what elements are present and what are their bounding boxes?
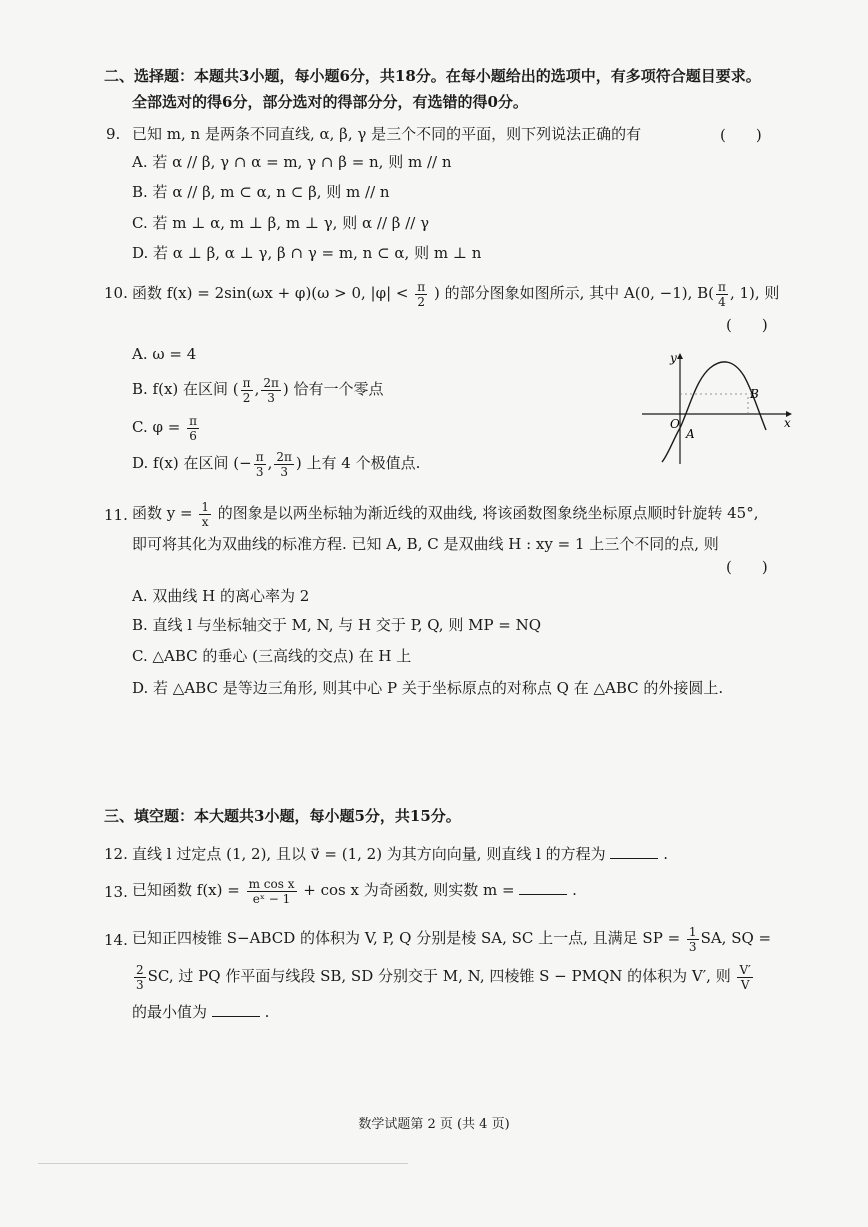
q10-option-a: A. ω = 4 [132,345,197,363]
q14-frac-2-3: $\frac{2}{3}$ [136,962,144,992]
q9-number: 9. [106,125,121,143]
q14-frac-vprime-v: $\frac{V'}{V}$ [739,962,751,992]
q11-stem-line1 [132,496,758,530]
q11-option-d: D. 若 △ABC 是等边三角形, 则其中心 P 关于坐标原点的对称点 Q 在 △ABC 的外接圆上. [132,679,724,697]
q10-frac-b1: $\frac{\pi}{2}$ [242,375,251,405]
q12-answer-blank[interactable] [610,844,658,859]
q11-option-c: C. △ABC 的垂心 (三高线的交点) 在 H 上 [132,647,412,665]
q10-option-d: D. f(x) 在区间 (− $\frac{\pi}{3}$ , $\frac{2\pi}{3}$ ) 上有 4 个极值点. [132,449,421,479]
q14-line1-part1: 已知正四棱锥 S−ABCD 的体积为 V, P, Q 分别是棱 SA, SC 上一点, 且满足 SP = [132,929,681,947]
q10-option-b: B. f(x) 在区间 ( $\frac{\pi}{2}$ , $\frac{2\pi}{3}$ ) 恰有一个零点 [132,375,384,405]
q9-answer-paren: ( ) [720,126,762,144]
q14-frac-1-3: $\frac{1}{3}$ [688,924,697,954]
q9-option-d: D. 若 α ⊥ β, α ⊥ γ, β ∩ γ = m, n ⊂ α, 则 m ⊥ n [132,244,482,262]
q11-frac-1-x: $\frac{1}{x}$ [201,499,210,529]
q10-answer-paren: ( ) [726,316,768,334]
q10-option-d-part2: ) 上有 4 个极值点. [295,454,421,472]
q13-number: 13. [104,883,128,901]
q11-stem-line2: 即可将其化为双曲线的标准方程. 已知 A, B, C 是双曲线 H : xy = 1 上三个不同的点, 则 [132,535,719,553]
graph-label-o: O [670,417,680,431]
q11-option-a: A. 双曲线 H 的离心率为 2 [132,587,310,605]
q14-number: 14. [104,931,128,949]
q10-frac-pi-2: $\frac{\pi}{2}$ [417,279,426,309]
q14-line2 [132,958,755,994]
q10-option-c [132,410,201,444]
section3-header: 三、填空题：本大题共3小题，每小题5分，共15分。 [104,807,461,825]
q11-stem-part1: 函数 y = [132,504,193,522]
q10-option-b-part1: B. f(x) 在区间 ( [132,380,239,398]
q10-stem-part2: ) 的部分图象如图所示, 其中 A(0, −1), B( [433,284,715,302]
q10-option-d-part1: D. f(x) 在区间 (− [132,454,252,472]
graph-curve [662,362,766,462]
q10-stem [132,276,779,310]
q13-text-part1: 已知函数 f(x) = [132,881,240,899]
q10-option-c-part1: C. φ = [132,418,181,436]
scan-divider [38,1163,408,1164]
q11-option-b: B. 直线 l 与坐标轴交于 M, N, 与 H 交于 P, Q, 则 MP = NQ [132,616,542,634]
q13-text-part2: + cos x 为奇函数, 则实数 m = [303,881,515,899]
section2-header-line1: 二、选择题：本题共3小题，每小题6分，共18分。在每小题给出的选项中，有多项符合题目要求。 [104,67,761,85]
q13-frac: $\frac{\text{m cos x}}{\text{eˣ − 1}}$ [248,876,295,906]
page-footer: 数学试题第 2 页 (共 4 页) [358,1117,510,1132]
q10-stem-part1: 函数 f(x) = 2sin(ωx + φ)(ω > 0, |φ| < [132,284,409,302]
q10-frac-b2: $\frac{2\pi}{3}$ [263,375,279,405]
graph-label-a: A [686,427,695,441]
q10-frac-c: $\frac{\pi}{6}$ [189,413,197,443]
graph-label-b: B [750,387,759,401]
q10-number: 10. [104,284,128,302]
graph-label-y: y [670,351,677,365]
q9-option-c: C. 若 m ⊥ α, m ⊥ β, m ⊥ γ, 则 α // β // γ [132,214,430,232]
q14-line3: 的最小值为 . [132,1003,270,1021]
q10-frac-d2: $\frac{2\pi}{3}$ [276,449,292,479]
q14-line1-part2: SA, SQ = [700,929,772,947]
graph-label-x: x [784,416,791,430]
q10-frac-d1: $\frac{\pi}{3}$ [255,449,264,479]
q14-line2-part1: SC, 过 PQ 作平面与线段 SB, SD 分别交于 M, N, 四棱锥 S − PMQN 的体积为 V′, 则 [147,967,731,985]
q10-sine-graph [638,350,798,468]
q10-frac-pi-4: $\frac{\pi}{4}$ [718,279,726,309]
q9-option-a: A. 若 α // β, γ ∩ α = m, γ ∩ β = n, 则 m // n [132,153,452,171]
q12-number: 12. [104,845,128,863]
q13-text: 已知函数 f(x) = $\frac{\text{m cos x}}{\text{eˣ − 1}}$ + cos x 为奇函数, 则实数 m = . [132,876,577,906]
q10-option-b-part2: ) 恰有一个零点 [282,380,384,398]
q13-answer-blank[interactable] [519,880,567,895]
graph-y-arrow [677,353,683,359]
q14-answer-blank[interactable] [212,1002,260,1017]
q9-option-b: B. 若 α // β, m ⊂ α, n ⊂ β, 则 m // n [132,183,390,201]
q14-line1 [132,920,771,956]
q12-text-part1: 直线 l 过定点 (1, 2), 且以 v⃗ = (1, 2) 为其方向向量, 则直线 l 的方程为 [132,845,606,863]
section2-header-line2: 全部选对的得6分，部分选对的得部分分，有选错的得0分。 [132,93,528,111]
q11-stem-part2: 的图象是以两坐标轴为渐近线的双曲线, 将该函数图象绕坐标原点顺时针旋转 45°, [217,504,759,522]
q9-stem: 已知 m, n 是两条不同直线, α, β, γ 是三个不同的平面，则下列说法正确的有 [132,125,642,143]
q11-answer-paren: ( ) [726,558,768,576]
q14-line3-part1: 的最小值为 [132,1003,208,1021]
q11-number: 11. [104,506,128,524]
q12-text: 直线 l 过定点 (1, 2), 且以 v⃗ = (1, 2) 为其方向向量, 则直线 l 的方程为 . [132,845,669,863]
q10-stem-part3: , 1), 则 [729,284,780,302]
